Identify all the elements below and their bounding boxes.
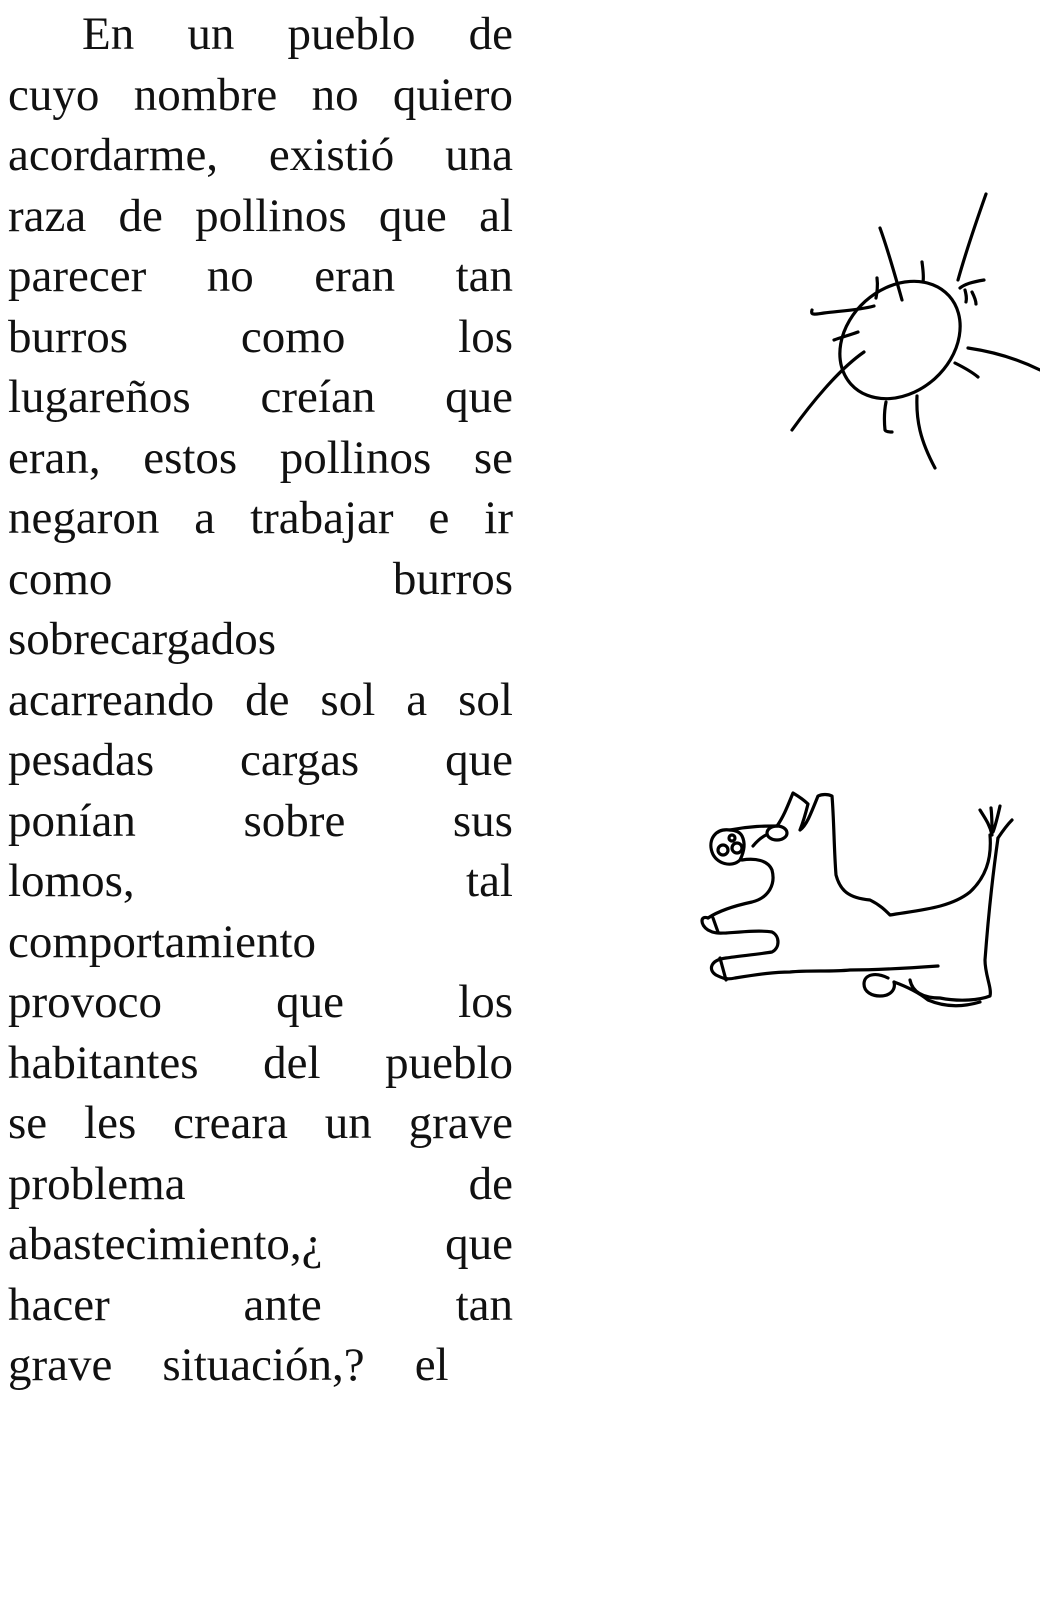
word: parecer: [8, 250, 147, 302]
word: quiero: [392, 68, 513, 121]
word: que: [445, 1218, 513, 1270]
word: raza: [8, 189, 87, 242]
word: al: [479, 189, 513, 242]
text-line: [8, 1035, 513, 1096]
word: pesadas: [8, 734, 155, 786]
text-line: [8, 853, 513, 914]
word: pueblo: [287, 8, 416, 60]
word: trabajar: [250, 492, 394, 544]
text-line: [8, 490, 513, 551]
text-line: [8, 1095, 513, 1156]
text-line: [8, 309, 513, 370]
word: los: [458, 310, 513, 363]
word: acarreando: [8, 673, 215, 726]
text-line: [8, 430, 513, 491]
word: creara: [173, 1097, 288, 1149]
word: eran: [314, 250, 396, 302]
word: como: [240, 310, 346, 363]
word: pollinos: [195, 189, 347, 242]
word: sol: [320, 673, 376, 726]
word: les: [84, 1097, 137, 1149]
word: sobrecargados: [8, 613, 276, 665]
word: En: [82, 8, 135, 60]
word: que: [445, 371, 513, 423]
word: sol: [458, 673, 513, 726]
word: burros: [8, 310, 129, 363]
word: negaron: [8, 492, 160, 544]
word: tal: [466, 855, 513, 907]
text-line: [8, 793, 513, 854]
text-line: [8, 1216, 513, 1277]
word: de: [468, 8, 513, 60]
word: a: [194, 492, 216, 544]
word: creían: [260, 371, 376, 423]
text-line: [8, 611, 513, 672]
text-line: [8, 6, 513, 67]
text-line: [8, 1337, 513, 1398]
word: grave: [408, 1097, 513, 1149]
word: sus: [452, 794, 513, 847]
word: abastecimiento,¿: [8, 1218, 323, 1270]
word: comportamiento: [8, 915, 317, 968]
text-line: [8, 1156, 513, 1217]
word: que: [378, 189, 447, 242]
text-line: [8, 67, 513, 128]
text-line: [8, 369, 513, 430]
word: a: [406, 673, 428, 726]
word: ante: [243, 1278, 322, 1331]
word: un: [324, 1097, 372, 1149]
text-line: [8, 248, 513, 309]
donkey-drawing: [680, 760, 1020, 1010]
word: un: [187, 8, 235, 60]
text-line: [8, 914, 513, 975]
word: acordarme,: [8, 129, 219, 181]
word: burros: [392, 552, 513, 605]
text-line: [8, 188, 513, 249]
word: como: [8, 552, 113, 605]
text-line: [8, 127, 513, 188]
word: cargas: [240, 734, 360, 786]
word: lomos,: [8, 855, 135, 907]
text-line: [8, 672, 513, 733]
word: tan: [455, 1278, 513, 1331]
word: situación,?: [162, 1339, 365, 1391]
word: sobre: [243, 794, 346, 847]
text-line: [8, 974, 513, 1035]
word: pueblo: [385, 1036, 513, 1089]
word: hacer: [8, 1278, 110, 1331]
word: cuyo: [8, 68, 100, 121]
word: problema: [8, 1157, 186, 1210]
word: habitantes: [8, 1036, 199, 1089]
word: los: [458, 976, 513, 1028]
word: ir: [484, 492, 513, 544]
word: de: [468, 1157, 513, 1210]
word: tan: [455, 250, 513, 302]
story-paragraph: [8, 6, 513, 1398]
word: se: [8, 1097, 48, 1149]
word: el: [414, 1339, 449, 1391]
word: provoco: [8, 976, 163, 1028]
word: estos: [143, 431, 238, 484]
word: del: [263, 1036, 321, 1089]
word: nombre: [133, 68, 278, 121]
word: de: [245, 673, 290, 726]
word: que: [276, 976, 345, 1028]
text-line: [8, 1277, 513, 1338]
text-line: [8, 551, 513, 612]
text-line: [8, 732, 513, 793]
sun-drawing: [760, 180, 1040, 470]
word: no: [311, 68, 359, 121]
word: se: [473, 431, 513, 484]
word: grave: [8, 1339, 113, 1391]
word: una: [445, 129, 513, 181]
word: no: [206, 250, 254, 302]
word: existió: [268, 129, 395, 181]
word: pollinos: [279, 431, 432, 484]
word: lugareños: [8, 371, 191, 423]
word: eran,: [8, 431, 101, 484]
word: de: [118, 189, 163, 242]
word: que: [445, 734, 513, 786]
word: e: [428, 492, 450, 544]
word: ponían: [8, 794, 136, 847]
